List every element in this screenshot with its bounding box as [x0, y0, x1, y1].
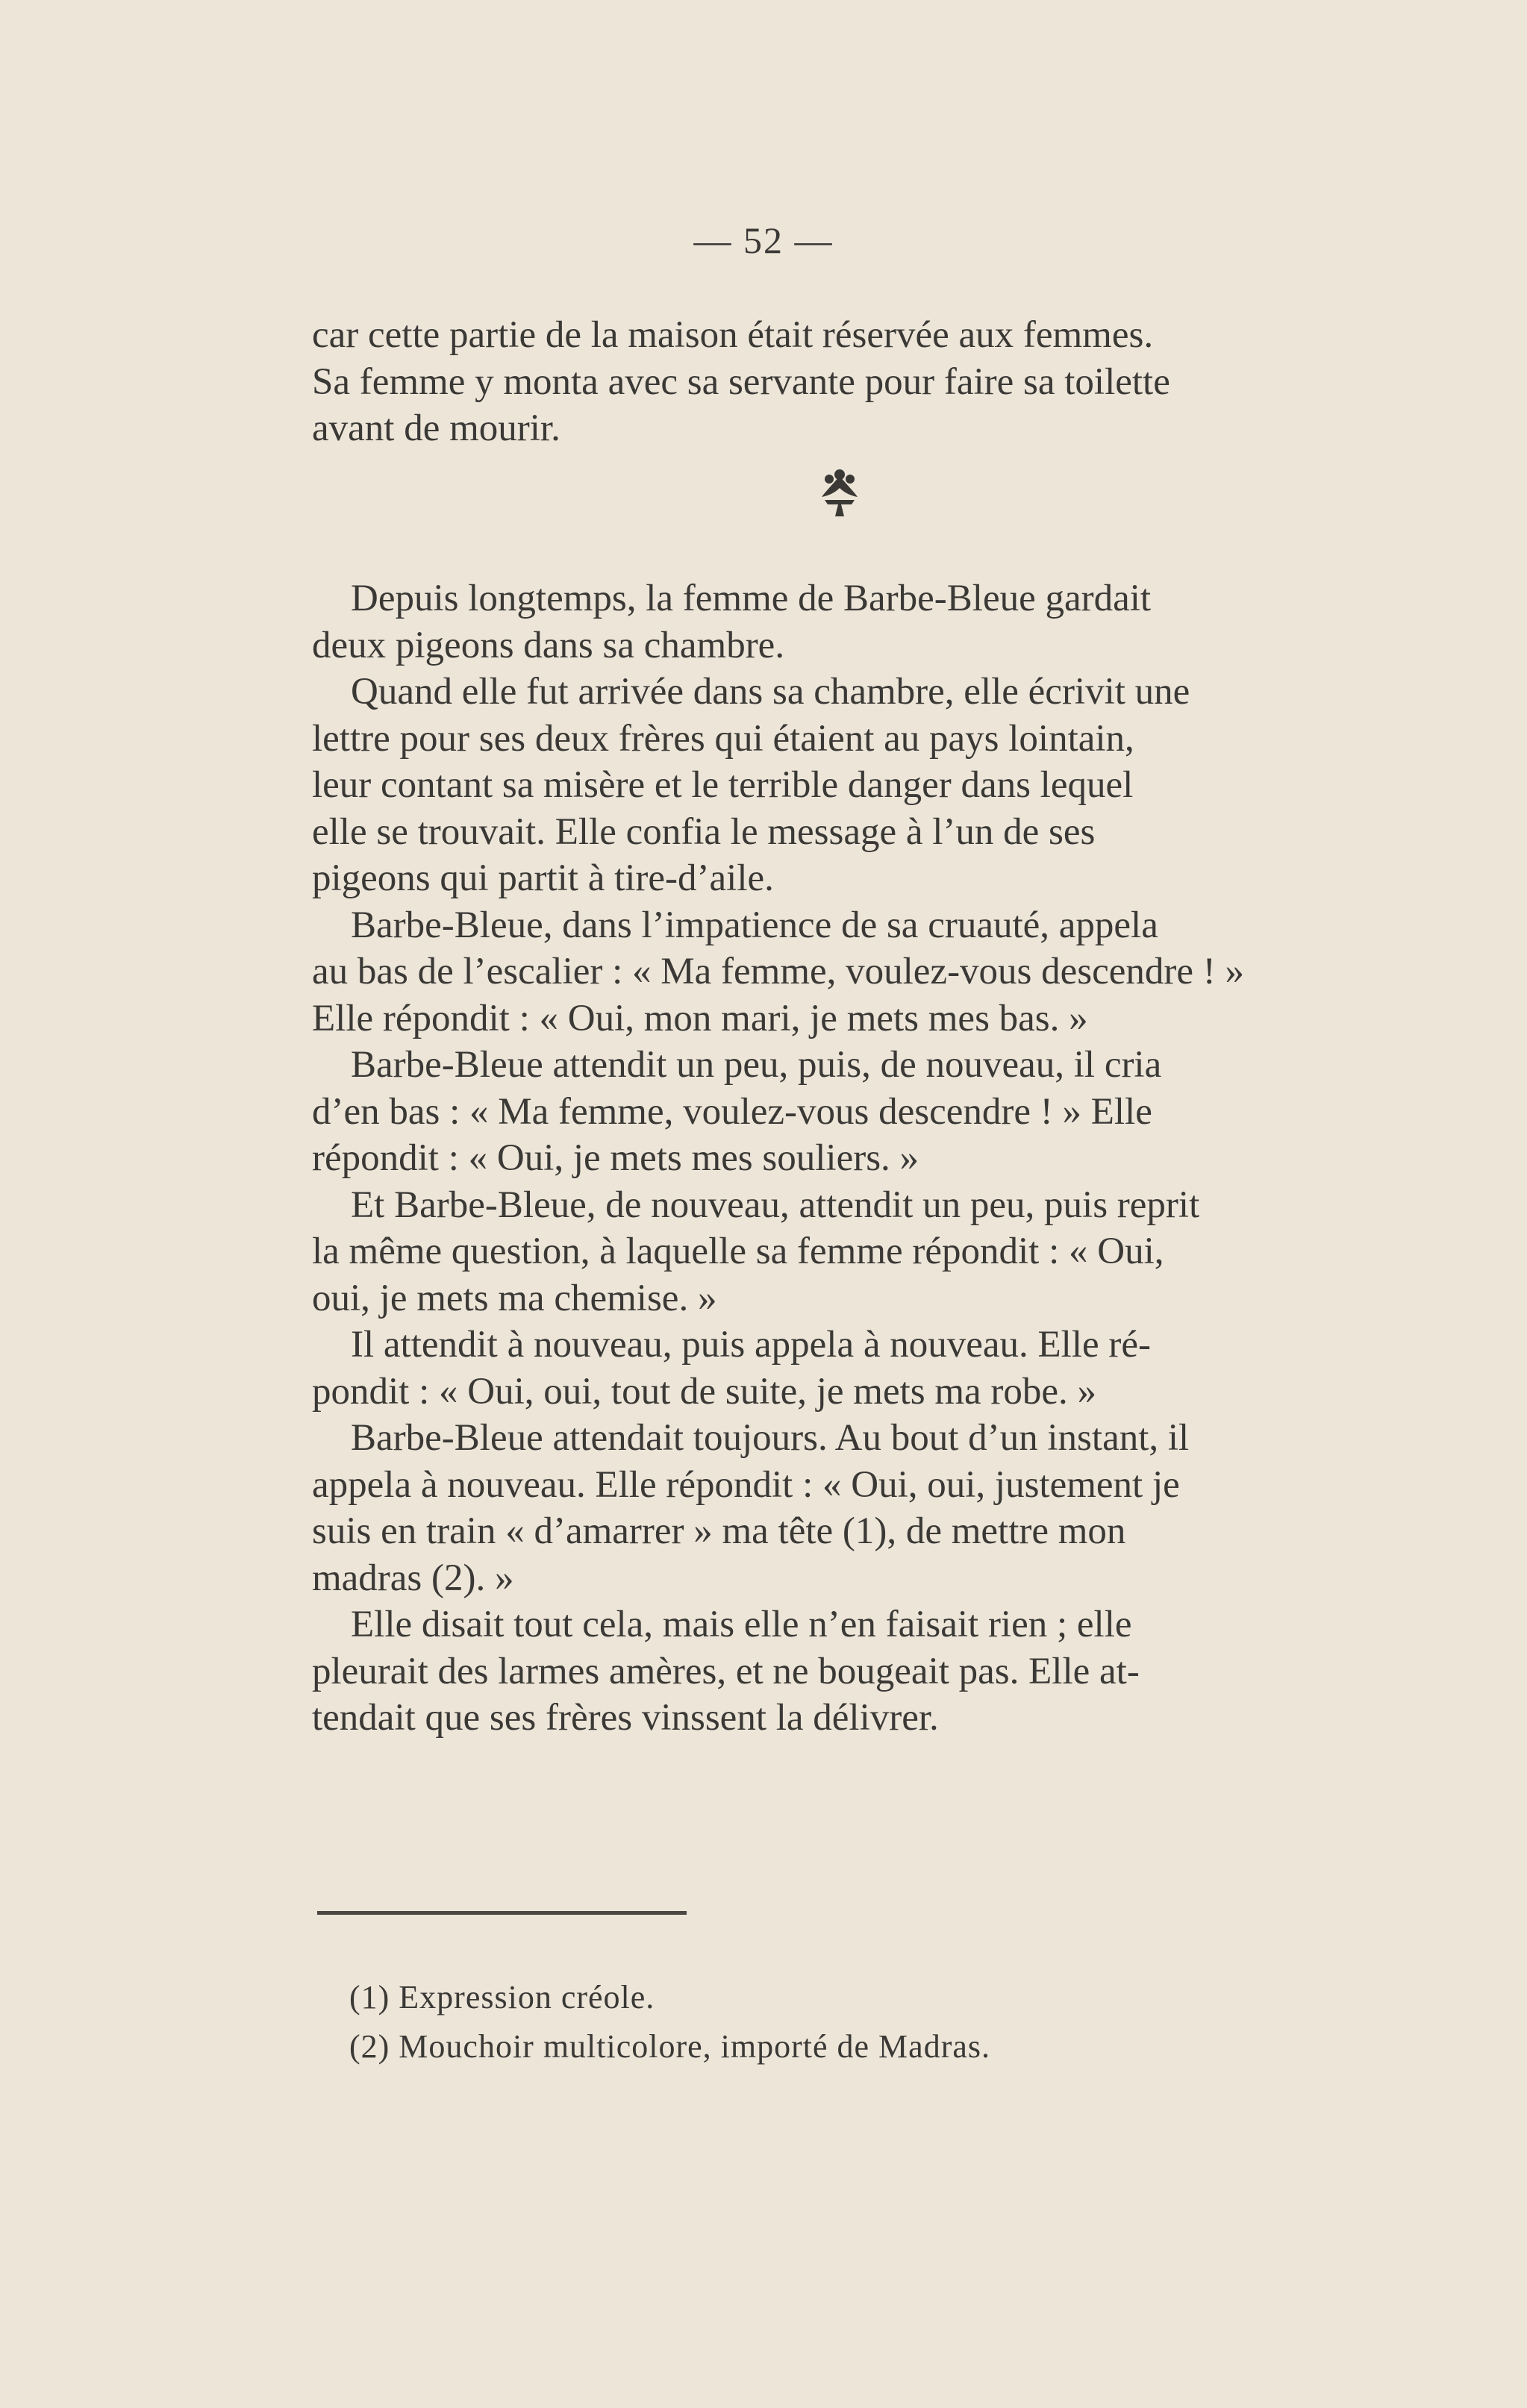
- text-line: appela à nouveau. Elle répondit : « Oui, oui, justement je: [312, 1463, 1180, 1506]
- text-line: pondit : « Oui, oui, tout de suite, je mets ma robe. »: [312, 1370, 1097, 1413]
- text-line: pleurait des larmes amères, et ne bougeait pas. Elle at-: [312, 1650, 1140, 1692]
- text-line: tendait que ses frères vinssent la délivrer.: [312, 1697, 939, 1739]
- text-line: Sa femme y monta avec sa servante pour faire sa toilette: [312, 360, 1170, 403]
- text-line: Barbe-Bleue attendait toujours. Au bout d’un instant, il: [351, 1417, 1190, 1459]
- fleuron-icon: [819, 467, 861, 519]
- text-line: elle se trouvait. Elle confia le message à l’un de ses: [312, 810, 1096, 853]
- text-line: avant de mourir.: [312, 407, 560, 449]
- text-line: pigeons qui partit à tire-d’aile.: [312, 857, 774, 899]
- footnote: (1) Expression créole.: [349, 1979, 655, 2015]
- text-line: Barbe-Bleue, dans l’impatience de sa cruauté, appela: [351, 904, 1158, 946]
- text-line: Depuis longtemps, la femme de Barbe-Bleue gardait: [351, 578, 1152, 619]
- text-line: Elle disait tout cela, mais elle n’en faisait rien ; elle: [351, 1604, 1132, 1645]
- text-line: lettre pour ses deux frères qui étaient au pays lointain,: [312, 717, 1134, 760]
- top-paragraph-block: [312, 312, 1373, 452]
- paragraph: [312, 1415, 1373, 1601]
- text-line: au bas de l’escalier : « Ma femme, voulez-vous descendre ! »: [312, 951, 1245, 992]
- text-line: la même question, à laquelle sa femme répondit : « Oui,: [312, 1230, 1164, 1272]
- paragraph: [312, 1042, 1373, 1182]
- paragraph: [312, 902, 1373, 1042]
- page-number: — 52 —: [693, 219, 834, 261]
- main-text-block: [312, 575, 1373, 1742]
- footnote-rule: [317, 1911, 687, 1915]
- text-line: Barbe-Bleue attendit un peu, puis, de nouveau, il cria: [351, 1044, 1162, 1086]
- paragraph: [312, 669, 1373, 902]
- text-line: deux pigeons dans sa chambre.: [312, 624, 785, 666]
- text-line: Il attendit à nouveau, puis appela à nouveau. Elle ré-: [351, 1324, 1151, 1366]
- text-line: leur contant sa misère et le terrible danger dans lequel: [312, 764, 1134, 806]
- text-line: Quand elle fut arrivée dans sa chambre, elle écrivit une: [351, 671, 1190, 713]
- text-line: car cette partie de la maison était réservée aux femmes.: [312, 314, 1154, 356]
- paragraph: [312, 1322, 1373, 1415]
- paragraph: [312, 1182, 1373, 1322]
- footnote: (2) Mouchoir multicolore, importé de Madras.: [349, 2028, 991, 2065]
- text-line: oui, je mets ma chemise. »: [312, 1277, 717, 1319]
- text-line: Elle répondit : « Oui, mon mari, je mets mes bas. »: [312, 997, 1088, 1039]
- text-line: Et Barbe-Bleue, de nouveau, attendit un peu, puis reprit: [351, 1183, 1200, 1226]
- text-line: d’en bas : « Ma femme, voulez-vous descendre ! » Elle: [312, 1090, 1152, 1133]
- text-line: suis en train « d’amarrer » ma tête (1), de mettre mon: [312, 1510, 1126, 1552]
- footnotes: [349, 1973, 1320, 2071]
- text-line: répondit : « Oui, je mets mes souliers. »: [312, 1137, 919, 1179]
- text-line: madras (2). »: [312, 1557, 514, 1599]
- paragraph: [312, 1601, 1373, 1742]
- paragraph: [312, 312, 1373, 452]
- paragraph: [312, 575, 1373, 669]
